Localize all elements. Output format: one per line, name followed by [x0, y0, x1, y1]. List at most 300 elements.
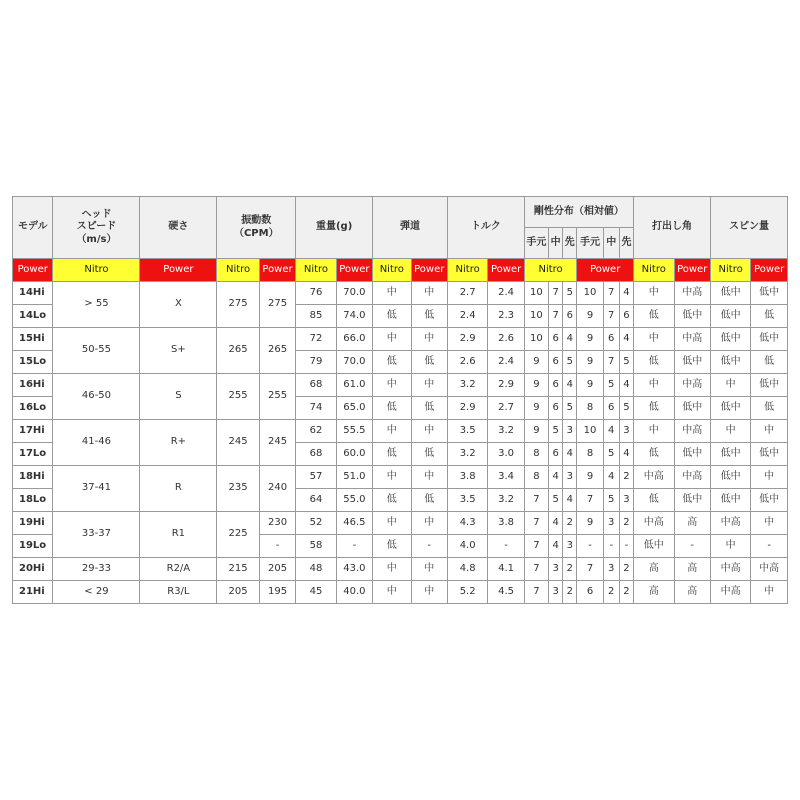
table-cell: 5 — [549, 420, 563, 443]
table-cell: 6 — [549, 443, 563, 466]
header-stiffness-sub: 手元 — [577, 228, 603, 259]
table-cell: R — [140, 466, 217, 512]
header-head-speed: ヘッド スピード （m/s） — [53, 197, 140, 259]
table-cell: 中高 — [751, 558, 788, 581]
table-cell: 58 — [296, 535, 336, 558]
table-cell: 5 — [563, 282, 577, 305]
table-cell: 3 — [563, 535, 577, 558]
table-cell: 4.1 — [488, 558, 524, 581]
table-cell: 中 — [373, 328, 411, 351]
table-cell: 48 — [296, 558, 336, 581]
table-cell: 低中 — [674, 489, 710, 512]
table-cell: 中 — [411, 558, 447, 581]
variant-label-power: Power — [140, 259, 217, 282]
table-cell: 低 — [373, 489, 411, 512]
variant-label-nitro: Nitro — [634, 259, 674, 282]
table-cell: 2 — [563, 558, 577, 581]
table-cell: 低 — [634, 305, 674, 328]
table-cell: 中 — [373, 420, 411, 443]
table-cell: 46-50 — [53, 374, 140, 420]
model-cell: 16Lo — [13, 397, 53, 420]
table-cell: 低中 — [751, 374, 788, 397]
table-cell: 低中 — [710, 489, 750, 512]
table-cell: 3 — [563, 420, 577, 443]
variant-label-nitro: Nitro — [447, 259, 487, 282]
table-cell: 中 — [411, 581, 447, 604]
table-cell: 3.2 — [447, 443, 487, 466]
table-cell: 低中 — [674, 397, 710, 420]
table-cell: 4 — [563, 443, 577, 466]
table-cell: 255 — [217, 374, 259, 420]
table-cell: 51.0 — [336, 466, 372, 489]
table-cell: 3.2 — [488, 420, 524, 443]
table-cell: 6 — [549, 351, 563, 374]
table-cell: 中高 — [674, 282, 710, 305]
table-cell: 低中 — [674, 305, 710, 328]
table-cell: 66.0 — [336, 328, 372, 351]
table-cell: 7 — [549, 305, 563, 328]
table-cell: 2 — [563, 512, 577, 535]
table-cell: 中 — [751, 466, 788, 489]
header-model: モデル — [13, 197, 53, 259]
table-cell: 中高 — [634, 466, 674, 489]
table-cell: 6 — [603, 328, 619, 351]
table-cell: 74 — [296, 397, 336, 420]
header-weight: 重量(g) — [296, 197, 373, 259]
variant-label-nitro: Nitro — [296, 259, 336, 282]
table-cell: 60.0 — [336, 443, 372, 466]
table-cell: < 29 — [53, 581, 140, 604]
table-cell: 8 — [577, 443, 603, 466]
table-cell: 235 — [217, 466, 259, 512]
variant-label-power: Power — [674, 259, 710, 282]
table-cell: 2.6 — [488, 328, 524, 351]
table-cell: 低中 — [710, 397, 750, 420]
table-cell: 低中 — [751, 328, 788, 351]
header-stiffness: 剛性分布（相対値） — [524, 197, 633, 228]
table-cell: 低 — [634, 351, 674, 374]
table-cell: 72 — [296, 328, 336, 351]
header-trajectory: 弾道 — [373, 197, 448, 259]
table-cell: 3 — [603, 558, 619, 581]
table-cell: 低中 — [710, 466, 750, 489]
table-cell: 低 — [373, 305, 411, 328]
table-cell: 低 — [751, 351, 788, 374]
variant-label-power: Power — [13, 259, 53, 282]
table-cell: 4 — [549, 466, 563, 489]
table-cell: 低 — [373, 397, 411, 420]
table-cell: 低 — [411, 443, 447, 466]
variant-label-power: Power — [336, 259, 372, 282]
table-cell: R3/L — [140, 581, 217, 604]
table-cell: 高 — [634, 581, 674, 604]
table-cell: 3 — [619, 420, 633, 443]
variant-label-power: Power — [751, 259, 788, 282]
table-cell: - — [751, 535, 788, 558]
table-cell: 2 — [619, 581, 633, 604]
table-cell: 低中 — [634, 535, 674, 558]
table-cell: 2.6 — [447, 351, 487, 374]
table-cell: 中高 — [674, 328, 710, 351]
table-cell: 37-41 — [53, 466, 140, 512]
table-cell: 52 — [296, 512, 336, 535]
table-cell: 55.0 — [336, 489, 372, 512]
table-cell: 低中 — [710, 443, 750, 466]
table-row — [13, 512, 788, 535]
table-cell: 4.5 — [488, 581, 524, 604]
table-cell: 低 — [373, 535, 411, 558]
table-cell: 中 — [634, 328, 674, 351]
table-cell: 5 — [603, 374, 619, 397]
table-cell: 7 — [524, 535, 548, 558]
table-cell: R1 — [140, 512, 217, 558]
table-cell: 4 — [563, 489, 577, 512]
table-cell: 中 — [634, 420, 674, 443]
model-cell: 16Hi — [13, 374, 53, 397]
table-cell: 4 — [563, 374, 577, 397]
header-stiffness-sub: 中 — [603, 228, 619, 259]
table-cell: 5 — [563, 397, 577, 420]
table-cell: 29-33 — [53, 558, 140, 581]
header-launch: 打出し角 — [634, 197, 711, 259]
table-cell: 低 — [373, 351, 411, 374]
table-cell: 中高 — [634, 512, 674, 535]
table-cell: 低 — [634, 489, 674, 512]
table-cell: S — [140, 374, 217, 420]
table-cell: - — [603, 535, 619, 558]
table-cell: 6 — [563, 305, 577, 328]
table-cell: 41-46 — [53, 420, 140, 466]
table-header — [13, 197, 788, 282]
table-cell: 低中 — [674, 351, 710, 374]
table-row — [13, 466, 788, 489]
table-cell: 中 — [411, 282, 447, 305]
table-cell: 中 — [751, 512, 788, 535]
table-cell: 9 — [524, 397, 548, 420]
table-cell: 7 — [524, 581, 548, 604]
table-cell: 低 — [411, 305, 447, 328]
table-cell: 62 — [296, 420, 336, 443]
variant-label-nitro: Nitro — [524, 259, 577, 282]
table-cell: 245 — [259, 420, 295, 466]
table-cell: 275 — [259, 282, 295, 328]
table-cell: 中高 — [710, 512, 750, 535]
table-cell: 55.5 — [336, 420, 372, 443]
table-cell: 195 — [259, 581, 295, 604]
variant-label-nitro: Nitro — [53, 259, 140, 282]
header-stiffness-sub: 中 — [549, 228, 563, 259]
table-cell: - — [577, 535, 603, 558]
table-row — [13, 581, 788, 604]
table-cell: 中 — [373, 282, 411, 305]
table-cell: 低中 — [674, 443, 710, 466]
table-cell: 3.2 — [447, 374, 487, 397]
table-cell: 低 — [634, 443, 674, 466]
variant-label-power: Power — [577, 259, 634, 282]
table-cell: 低中 — [751, 282, 788, 305]
table-cell: 5 — [563, 351, 577, 374]
table-cell: 70.0 — [336, 282, 372, 305]
table-cell: 3.5 — [447, 420, 487, 443]
table-cell: 3 — [563, 466, 577, 489]
header-hardness: 硬さ — [140, 197, 217, 259]
table-cell: 79 — [296, 351, 336, 374]
table-cell: 64 — [296, 489, 336, 512]
model-cell: 18Hi — [13, 466, 53, 489]
model-cell: 20Hi — [13, 558, 53, 581]
table-cell: 4.0 — [447, 535, 487, 558]
variant-label-nitro: Nitro — [373, 259, 411, 282]
table-cell: 中 — [751, 420, 788, 443]
table-cell: 9 — [577, 305, 603, 328]
table-cell: 4 — [619, 328, 633, 351]
table-cell: 68 — [296, 374, 336, 397]
model-cell: 15Lo — [13, 351, 53, 374]
header-frequency: 振動数 （CPM） — [217, 197, 296, 259]
table-cell: 6 — [619, 305, 633, 328]
table-cell: 低中 — [751, 443, 788, 466]
header-stiffness-sub: 先 — [619, 228, 633, 259]
table-cell: 8 — [524, 443, 548, 466]
table-cell: 7 — [524, 489, 548, 512]
table-cell: 255 — [259, 374, 295, 420]
table-cell: 4 — [549, 512, 563, 535]
table-cell: 3.0 — [488, 443, 524, 466]
table-cell: 低中 — [710, 282, 750, 305]
table-cell: 高 — [674, 512, 710, 535]
table-cell: 低 — [411, 397, 447, 420]
table-cell: 9 — [577, 328, 603, 351]
table-cell: 70.0 — [336, 351, 372, 374]
table-cell: 6 — [577, 581, 603, 604]
table-cell: 4.3 — [447, 512, 487, 535]
table-cell: 2.9 — [447, 328, 487, 351]
table-cell: 中 — [751, 581, 788, 604]
table-cell: - — [674, 535, 710, 558]
table-cell: 中高 — [674, 374, 710, 397]
table-cell: 4.8 — [447, 558, 487, 581]
table-cell: 61.0 — [336, 374, 372, 397]
table-cell: 9 — [524, 351, 548, 374]
table-cell: - — [619, 535, 633, 558]
table-cell: 2 — [619, 512, 633, 535]
table-cell: 7 — [603, 351, 619, 374]
table-cell: 7 — [549, 282, 563, 305]
table-cell: 7 — [524, 558, 548, 581]
table-cell: 中 — [373, 374, 411, 397]
table-cell: 4 — [619, 443, 633, 466]
table-cell: 中高 — [710, 581, 750, 604]
table-cell: 10 — [524, 282, 548, 305]
table-cell: - — [259, 535, 295, 558]
table-cell: 9 — [577, 466, 603, 489]
table-cell: 中高 — [710, 558, 750, 581]
table-cell: 9 — [524, 374, 548, 397]
table-cell: 2 — [619, 558, 633, 581]
table-cell: 65.0 — [336, 397, 372, 420]
table-cell: 中高 — [674, 466, 710, 489]
table-cell: 45 — [296, 581, 336, 604]
table-cell: 68 — [296, 443, 336, 466]
table-cell: 5 — [619, 397, 633, 420]
table-cell: 50-55 — [53, 328, 140, 374]
table-cell: 中 — [411, 466, 447, 489]
table-cell: 275 — [217, 282, 259, 328]
table-cell: 低 — [634, 397, 674, 420]
table-cell: 低中 — [710, 305, 750, 328]
model-cell: 19Hi — [13, 512, 53, 535]
table-row — [13, 374, 788, 397]
table-cell: 10 — [577, 420, 603, 443]
model-cell: 14Hi — [13, 282, 53, 305]
table-cell: 8 — [524, 466, 548, 489]
table-cell: 中 — [373, 466, 411, 489]
table-cell: 低中 — [710, 351, 750, 374]
model-cell: 21Hi — [13, 581, 53, 604]
table-body — [13, 282, 788, 604]
table-cell: 低 — [751, 397, 788, 420]
table-cell: R+ — [140, 420, 217, 466]
table-cell: 5 — [549, 489, 563, 512]
variant-label-power: Power — [411, 259, 447, 282]
table-cell: 4 — [603, 466, 619, 489]
table-cell: 8 — [577, 397, 603, 420]
table-cell: 2.4 — [488, 282, 524, 305]
table-cell: 9 — [577, 512, 603, 535]
table-cell: 215 — [217, 558, 259, 581]
table-cell: 7 — [577, 489, 603, 512]
table-cell: 33-37 — [53, 512, 140, 558]
table-cell: 低中 — [710, 328, 750, 351]
table-cell: 2.7 — [447, 282, 487, 305]
table-cell: R2/A — [140, 558, 217, 581]
table-row — [13, 558, 788, 581]
table-cell: 240 — [259, 466, 295, 512]
table-cell: 2.4 — [488, 351, 524, 374]
table-cell: 265 — [259, 328, 295, 374]
table-cell: 74.0 — [336, 305, 372, 328]
variant-label-nitro: Nitro — [710, 259, 750, 282]
table-cell: 5 — [619, 351, 633, 374]
table-cell: 中 — [411, 374, 447, 397]
table-cell: 10 — [524, 305, 548, 328]
table-cell: 低 — [411, 489, 447, 512]
table-cell: 230 — [259, 512, 295, 535]
table-cell: 3 — [549, 558, 563, 581]
model-cell: 17Hi — [13, 420, 53, 443]
table-cell: 7 — [603, 282, 619, 305]
table-cell: 中 — [634, 282, 674, 305]
model-cell: 14Lo — [13, 305, 53, 328]
table-cell: 3.2 — [488, 489, 524, 512]
table-cell: 9 — [577, 351, 603, 374]
table-cell: 低 — [373, 443, 411, 466]
table-cell: 低 — [411, 351, 447, 374]
table-cell: 3 — [619, 489, 633, 512]
spec-table — [12, 196, 788, 604]
table-cell: 2.4 — [447, 305, 487, 328]
table-cell: 3.5 — [447, 489, 487, 512]
table-cell: 中 — [373, 581, 411, 604]
table-cell: 2 — [563, 581, 577, 604]
table-cell: 4 — [549, 535, 563, 558]
table-cell: 高 — [634, 558, 674, 581]
table-cell: 高 — [674, 581, 710, 604]
table-cell: 中 — [411, 512, 447, 535]
table-cell: 2 — [603, 581, 619, 604]
table-cell: 中 — [411, 328, 447, 351]
table-cell: 低 — [751, 305, 788, 328]
table-cell: 5 — [603, 443, 619, 466]
header-torque: トルク — [447, 197, 524, 259]
table-cell: 3.8 — [447, 466, 487, 489]
model-cell: 17Lo — [13, 443, 53, 466]
table-cell: 6 — [549, 374, 563, 397]
model-cell: 19Lo — [13, 535, 53, 558]
header-stiffness-sub: 手元 — [524, 228, 548, 259]
table-cell: 46.5 — [336, 512, 372, 535]
table-cell: 4 — [563, 328, 577, 351]
table-cell: 4 — [603, 420, 619, 443]
table-cell: 6 — [549, 397, 563, 420]
header-spin: スピン量 — [710, 197, 787, 259]
table-cell: 6 — [603, 397, 619, 420]
table-cell: 5 — [603, 489, 619, 512]
header-stiffness-sub: 先 — [563, 228, 577, 259]
table-cell: 低中 — [751, 489, 788, 512]
table-row — [13, 328, 788, 351]
table-cell: 中 — [411, 420, 447, 443]
table-cell: 245 — [217, 420, 259, 466]
table-cell: 中 — [710, 374, 750, 397]
table-cell: - — [336, 535, 372, 558]
table-cell: 265 — [217, 328, 259, 374]
table-cell: S+ — [140, 328, 217, 374]
table-cell: - — [411, 535, 447, 558]
table-cell: 57 — [296, 466, 336, 489]
table-cell: 中 — [710, 420, 750, 443]
table-cell: 中 — [373, 512, 411, 535]
table-cell: 高 — [674, 558, 710, 581]
table-cell: 76 — [296, 282, 336, 305]
table-cell: 2.3 — [488, 305, 524, 328]
table-cell: 10 — [577, 282, 603, 305]
table-cell: 中 — [373, 558, 411, 581]
table-cell: 2.9 — [447, 397, 487, 420]
variant-label-power: Power — [259, 259, 295, 282]
table-cell: 中 — [634, 374, 674, 397]
table-cell: 10 — [524, 328, 548, 351]
table-row — [13, 282, 788, 305]
table-cell: 205 — [217, 581, 259, 604]
table-cell: 9 — [577, 374, 603, 397]
table-cell: 205 — [259, 558, 295, 581]
table-cell: 6 — [549, 328, 563, 351]
table-cell: 中 — [710, 535, 750, 558]
table-cell: 4 — [619, 282, 633, 305]
table-cell: 4 — [619, 374, 633, 397]
table-cell: 3.8 — [488, 512, 524, 535]
table-cell: 5.2 — [447, 581, 487, 604]
table-cell: - — [488, 535, 524, 558]
table-cell: X — [140, 282, 217, 328]
table-cell: 7 — [577, 558, 603, 581]
table-cell: 2 — [619, 466, 633, 489]
table-cell: 3 — [549, 581, 563, 604]
table-cell: > 55 — [53, 282, 140, 328]
model-cell: 15Hi — [13, 328, 53, 351]
variant-label-power: Power — [488, 259, 524, 282]
